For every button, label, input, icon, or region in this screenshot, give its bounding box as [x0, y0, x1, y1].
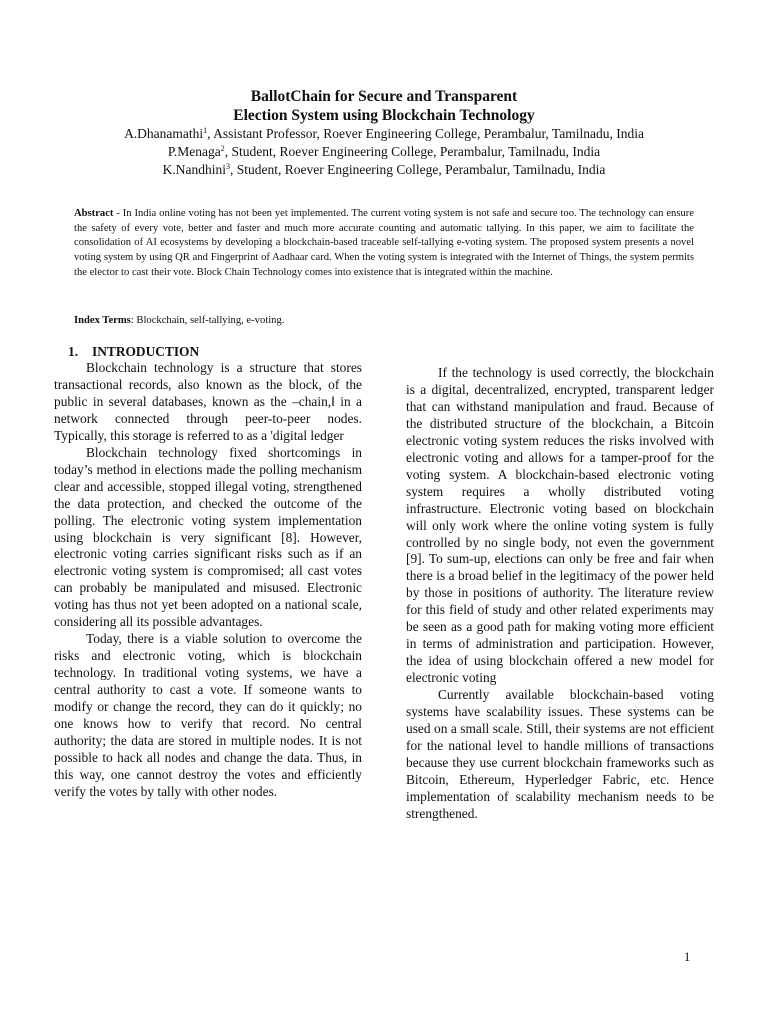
- author-name: K.Nandhini: [162, 162, 226, 177]
- author-affiliation: , Assistant Professor, Roever Engineering College, Perambalur, Tamilnadu, India: [207, 126, 644, 141]
- paper-title: [0, 87, 768, 125]
- abstract-label: Abstract: [74, 208, 114, 219]
- paragraph: Today, there is a viable solution to overcome the risks and electronic voting, which is blockchain technology. In traditional voting systems, we have a central authority to cast a vote. If someone wants to modify or change the record, they can do it quickly; no one knows how to verify that record. No central authority; the data are stored in multiple nodes. It is not possible to hack all nodes and change the data. Thus, in this way, one cannot destroy the votes and efficiently verify the votes by tally with other nodes.: [54, 631, 362, 799]
- title-line-1: BallotChain for Secure and Transparent: [250, 88, 518, 105]
- right-column: [406, 365, 714, 823]
- author-2: [0, 143, 768, 161]
- author-affiliation: , Student, Roever Engineering College, Perambalur, Tamilnadu, India: [229, 162, 606, 177]
- author-3: [0, 161, 768, 179]
- author-superscript: 1: [203, 126, 208, 135]
- index-terms: [74, 314, 694, 328]
- author-superscript: 2: [220, 144, 225, 153]
- abstract: [74, 207, 694, 281]
- paragraph: Currently available blockchain-based voting systems have scalability issues. These systems can be used on a small scale. Still, their systems are not efficient for the national level to handle millions of transactions because they use current blockchain frameworks such as Bitcoin, Ethereum, Hyperledger Fabric, etc. Hence implementation of scalability mechanism needs to be strengthened.: [406, 687, 714, 821]
- section-title: INTRODUCTION: [92, 344, 200, 359]
- author-affiliation: , Student, Roever Engineering College, Perambalur, Tamilnadu, India: [224, 144, 601, 159]
- author-name: A.Dhanamathi: [124, 126, 204, 141]
- author-superscript: 3: [225, 162, 230, 171]
- title-line-2: Election System using Blockchain Technology: [233, 107, 535, 124]
- paragraph: If the technology is used correctly, the blockchain is a digital, decentralized, encrypted, transparent ledger that can withstand manipulation and fraud. Because of the distributed structure of the blockchain, a Bitcoin electronic voting system reduces the risks involved with electronic voting and allows for a tamper-proof for the voting system. A blockchain-based electronic voting system requires a wholly distributed voting infrastructure. Electronic voting based on blockchain will only work where the online voting system is fully controlled by no single body, not even the government [9]. To sum-up, elections can only be free and fair when there is a broad belief in the legitimacy of the power held by those in positions of authority. The literature review for this field of study and other related experiments may be seen as a good path for making voting more efficient in terms of administration and participation. However, the idea of using blockchain offered a new model for electronic voting: [406, 365, 714, 686]
- abstract-text: - In India online voting has not been yet implemented. The current voting system is not safe and secure too. The technology can ensure the safety of every vote, better and faster and much more accurate counting and automatic tallying. In this paper, we aim to facilitate the consolidation of AI ecosystems by developing a blockchain-based traceable self-tallying e-voting system. The proposed system presents a novel voting system by using QR and Fingerprint of Aadhaar card. When the voting system is integrated with the Internet of Things, the system permits the elector to cast their vote. Block Chain Technology comes into existence that is integrated within the machine.: [74, 208, 694, 278]
- author-list: [0, 125, 768, 179]
- paragraph: Blockchain technology is a structure that stores transactional records, also known as the block, of the public in several databases, known as the –chain,‖ in a network connected through peer-to-peer nodes. Typically, this storage is referred to as a 'digital ledger: [54, 360, 362, 443]
- index-terms-text: : Blockchain, self-tallying, e-voting.: [130, 315, 285, 326]
- section-heading-introduction: [68, 343, 362, 360]
- index-terms-label: Index Terms: [74, 315, 131, 326]
- section-number: 1.: [68, 344, 79, 359]
- left-column: [54, 343, 362, 801]
- author-name: P.Menaga: [167, 144, 221, 159]
- page-number: 1: [684, 950, 691, 964]
- author-1: [0, 125, 768, 143]
- paragraph: Blockchain technology fixed shortcomings in today’s method in elections made the polling mechanism clear and accessible, stopped illegal voting, strengthened the data protection, and checked the outcome of the polling. The electronic voting system implementation using blockchain is very significant [8]. However, electronic voting carries significant risks such as if an electronic voting system is compromised; all cast votes can probably be manipulated and misused. Electronic voting has thus not yet been adopted on a national scale, considering all its possible advantages.: [54, 444, 362, 630]
